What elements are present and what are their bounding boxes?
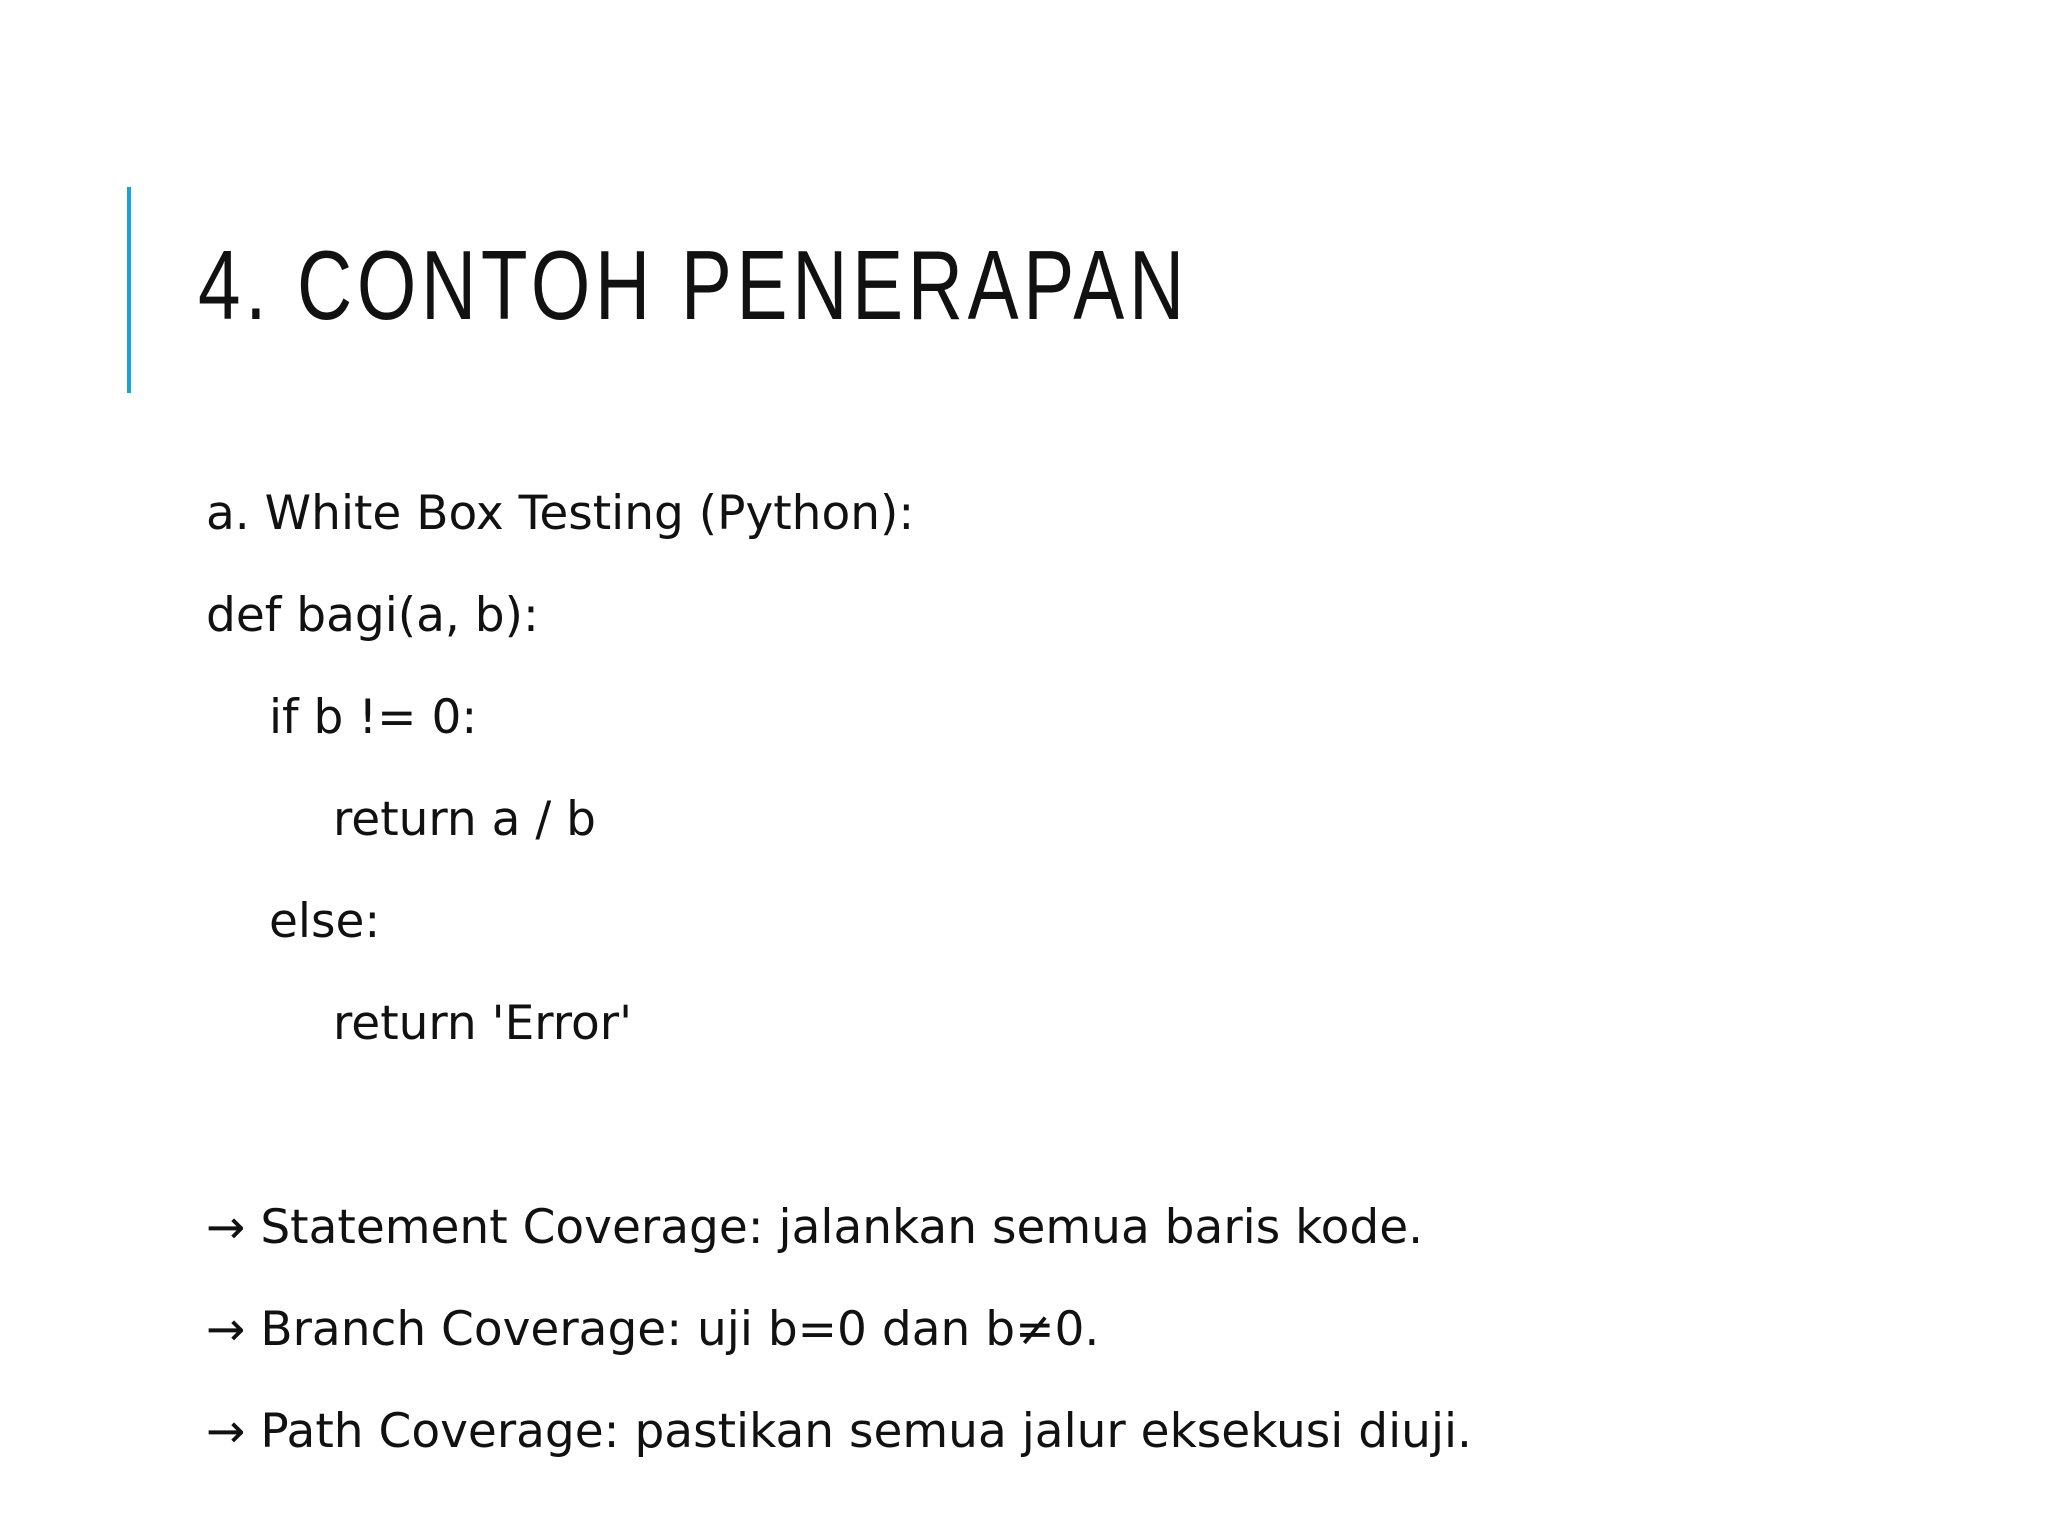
title-accent-bar: [127, 187, 131, 393]
bullet-branch-coverage: → Branch Coverage: uji b=0 dan b≠0.: [206, 1302, 1100, 1357]
slide-title: 4. CONTOH PENERAPAN: [198, 230, 1189, 340]
code-line-else: else:: [269, 894, 381, 949]
code-line-return-division: return a / b: [333, 792, 596, 847]
code-line-return-error: return 'Error': [333, 996, 633, 1051]
code-line-if: if b != 0:: [269, 690, 478, 745]
bullet-statement-coverage: → Statement Coverage: jalankan semua baris kode.: [206, 1200, 1424, 1255]
section-heading: a. White Box Testing (Python):: [206, 486, 915, 541]
code-line-def: def bagi(a, b):: [206, 588, 539, 643]
bullet-path-coverage: → Path Coverage: pastikan semua jalur eksekusi diuji.: [206, 1404, 1472, 1459]
